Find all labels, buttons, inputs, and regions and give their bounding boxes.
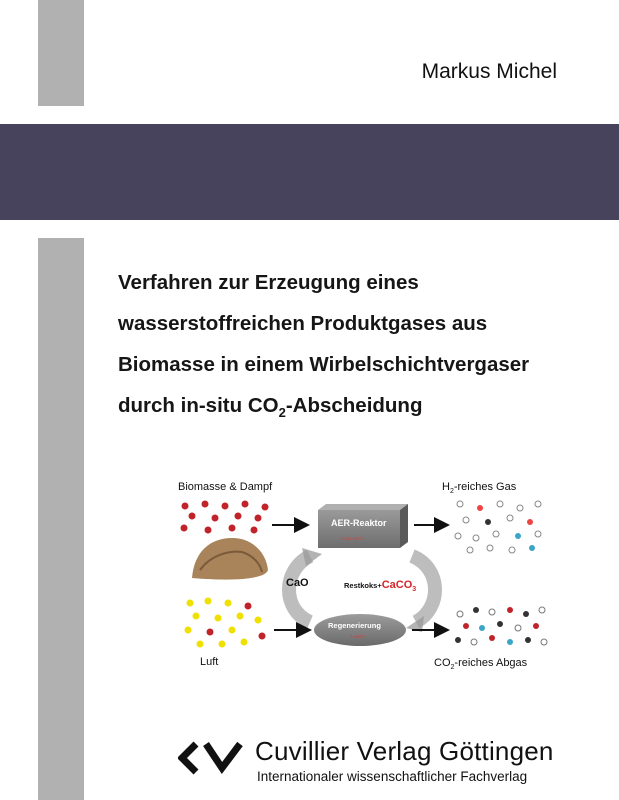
title-line-1: Verfahren zur Erzeugung eines bbox=[118, 271, 419, 294]
header-band bbox=[0, 124, 619, 220]
biomass-molecules bbox=[181, 501, 269, 534]
publisher-name: Cuvillier Verlag Göttingen bbox=[255, 736, 554, 766]
exhaust-molecules bbox=[455, 607, 547, 645]
cuvillier-logo-icon bbox=[178, 738, 248, 778]
regen-label: Regenerierung bbox=[328, 621, 381, 630]
book-title bbox=[118, 262, 608, 426]
process-diagram bbox=[170, 470, 550, 685]
reactor-temp: T=600-700°C bbox=[340, 536, 364, 541]
title-line-4: durch in-situ $CO_2$-Abscheidung bbox=[118, 394, 423, 421]
title-line-2: wasserstoffreichen Produktgases aus bbox=[118, 312, 488, 335]
biomass-label: Biomasse & Dampf bbox=[178, 481, 273, 493]
title-line-3: Biomasse in einem Wirbelschichtvergaser bbox=[118, 353, 530, 376]
co2-exhaust-label: $CO_2$-reiches Abgas bbox=[434, 657, 528, 671]
regen-temp: T>800°C bbox=[350, 634, 366, 639]
cao-label: CaO bbox=[286, 577, 309, 589]
decor-bar-left bbox=[38, 238, 84, 800]
publisher-block bbox=[178, 736, 598, 796]
biomass-heap bbox=[192, 538, 268, 580]
air-label: Luft bbox=[200, 656, 219, 668]
restkoks-label: Restkoks+CaCO3 bbox=[344, 579, 417, 593]
decor-bar-top bbox=[38, 0, 84, 106]
air-molecules bbox=[185, 598, 266, 648]
author-name: Markus Michel bbox=[421, 60, 557, 83]
publisher-subtitle: Internationaler wissenschaftlicher Fachverlag bbox=[257, 769, 528, 784]
arrow-cao-cycle bbox=[289, 556, 310, 622]
reactor-label: AER-Reaktor bbox=[331, 518, 387, 528]
regeneration-unit bbox=[314, 614, 406, 646]
h2-gas-label: $H_2$-reiches Gas bbox=[442, 481, 517, 495]
h2-molecules bbox=[455, 501, 541, 553]
